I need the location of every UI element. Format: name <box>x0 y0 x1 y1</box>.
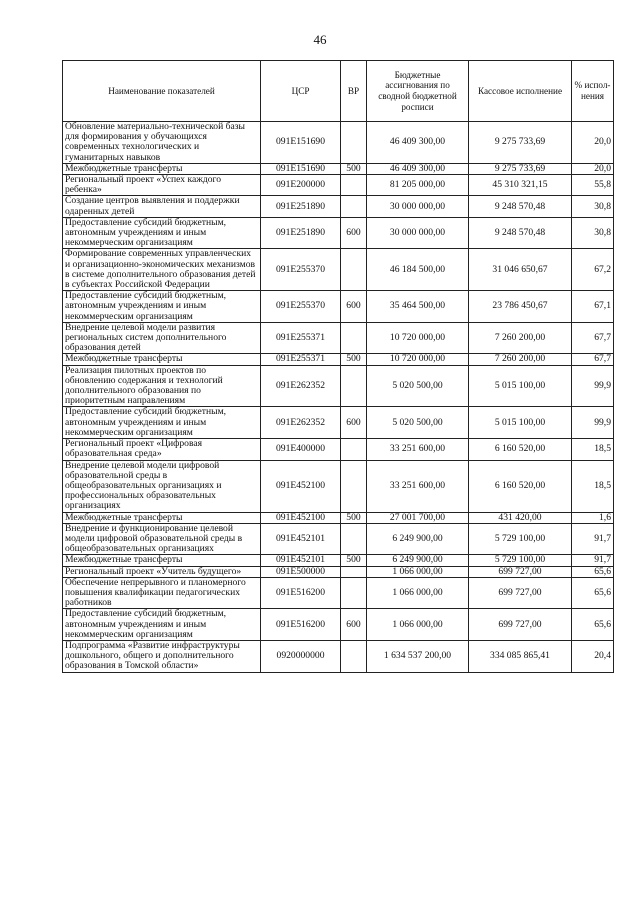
header-vr: ВР <box>341 61 367 122</box>
row-vr: 500 <box>341 512 367 523</box>
row-assignment: 33 251 600,00 <box>367 460 469 512</box>
header-name: Наименование показателей <box>63 61 261 122</box>
row-cash-execution: 45 310 321,15 <box>469 175 572 196</box>
row-assignment: 5 020 500,00 <box>367 407 469 439</box>
row-vr: 500 <box>341 555 367 566</box>
row-csr: 091E200000 <box>261 175 341 196</box>
row-name: Обеспечение непрерывного и планомерного повышения квалификации педагогических работников <box>63 577 261 609</box>
row-cash-execution: 334 085 865,41 <box>469 640 572 672</box>
row-assignment: 35 464 500,00 <box>367 291 469 323</box>
row-cash-execution: 9 275 733,69 <box>469 163 572 174</box>
row-name: Межбюджетные трансферты <box>63 163 261 174</box>
row-name: Внедрение целевой модели цифровой образовательной среды в общеобразовательных организациях и профессиональных образовательных организациях <box>63 460 261 512</box>
row-assignment: 46 409 300,00 <box>367 122 469 164</box>
row-name: Межбюджетные трансферты <box>63 555 261 566</box>
row-percent: 55,8 <box>572 175 614 196</box>
row-percent: 99,9 <box>572 407 614 439</box>
row-vr: 600 <box>341 291 367 323</box>
row-name: Региональный проект «Успех каждого ребенка» <box>63 175 261 196</box>
header-pct: % испол-нения <box>572 61 614 122</box>
row-vr: 500 <box>341 163 367 174</box>
row-percent: 20,0 <box>572 163 614 174</box>
table-row <box>63 365 614 407</box>
table-row <box>63 322 614 354</box>
row-cash-execution: 5 015 100,00 <box>469 365 572 407</box>
table-row <box>63 439 614 460</box>
table-row <box>63 555 614 566</box>
row-csr: 091E452101 <box>261 555 341 566</box>
row-percent: 67,7 <box>572 354 614 365</box>
row-vr <box>341 322 367 354</box>
row-name: Региональный проект «Учитель будущего» <box>63 566 261 577</box>
row-percent: 30,8 <box>572 196 614 217</box>
row-cash-execution: 23 786 450,67 <box>469 291 572 323</box>
header-cash: Кассовое исполнение <box>469 61 572 122</box>
row-cash-execution: 431 420,00 <box>469 512 572 523</box>
page-number: 46 <box>313 32 327 47</box>
row-csr: 091E151690 <box>261 163 341 174</box>
row-cash-execution: 5 729 100,00 <box>469 523 572 555</box>
row-csr: 091E516200 <box>261 609 341 641</box>
row-assignment: 6 249 900,00 <box>367 523 469 555</box>
row-assignment: 6 249 900,00 <box>367 555 469 566</box>
row-csr: 091E255371 <box>261 322 341 354</box>
row-assignment: 1 634 537 200,00 <box>367 640 469 672</box>
table-row <box>63 577 614 609</box>
row-percent: 20,4 <box>572 640 614 672</box>
table-row <box>63 163 614 174</box>
row-csr: 091E255370 <box>261 249 341 291</box>
row-percent: 65,6 <box>572 609 614 641</box>
row-cash-execution: 9 248 570,48 <box>469 217 572 249</box>
row-name: Межбюджетные трансферты <box>63 354 261 365</box>
row-csr: 091E452100 <box>261 512 341 523</box>
row-assignment: 5 020 500,00 <box>367 365 469 407</box>
table-row <box>63 196 614 217</box>
row-assignment: 10 720 000,00 <box>367 322 469 354</box>
row-csr: 091E400000 <box>261 439 341 460</box>
table-row <box>63 249 614 291</box>
row-assignment: 10 720 000,00 <box>367 354 469 365</box>
row-vr: 600 <box>341 407 367 439</box>
row-assignment: 30 000 000,00 <box>367 217 469 249</box>
row-csr: 091E255371 <box>261 354 341 365</box>
row-percent: 65,6 <box>572 566 614 577</box>
row-percent: 18,5 <box>572 439 614 460</box>
row-cash-execution: 5 729 100,00 <box>469 555 572 566</box>
row-csr: 0920000000 <box>261 640 341 672</box>
row-cash-execution: 9 248 570,48 <box>469 196 572 217</box>
row-name: Подпрограмма «Развитие инфраструктуры дошкольного, общего и дополнительного образования в Томской области» <box>63 640 261 672</box>
row-csr: 091E452100 <box>261 460 341 512</box>
row-assignment: 46 184 500,00 <box>367 249 469 291</box>
row-cash-execution: 9 275 733,69 <box>469 122 572 164</box>
table-row <box>63 609 614 641</box>
row-name: Предоставление субсидий бюджетным, автономным учреждениям и иным некоммерческим организациям <box>63 217 261 249</box>
row-name: Предоставление субсидий бюджетным, автономным учреждениям и иным некоммерческим организациям <box>63 291 261 323</box>
table-row <box>63 640 614 672</box>
row-cash-execution: 699 727,00 <box>469 566 572 577</box>
table-row <box>63 460 614 512</box>
row-percent: 18,5 <box>572 460 614 512</box>
row-name: Предоставление субсидий бюджетным, автономным учреждениям и иным некоммерческим организациям <box>63 407 261 439</box>
row-assignment: 46 409 300,00 <box>367 163 469 174</box>
row-cash-execution: 6 160 520,00 <box>469 439 572 460</box>
row-name: Реализация пилотных проектов по обновлению содержания и технологий дополнительного образования по приоритетным направлениям <box>63 365 261 407</box>
row-vr <box>341 175 367 196</box>
row-name: Межбюджетные трансферты <box>63 512 261 523</box>
row-cash-execution: 699 727,00 <box>469 577 572 609</box>
row-csr: 091E516200 <box>261 577 341 609</box>
row-assignment: 27 001 700,00 <box>367 512 469 523</box>
table-row <box>63 523 614 555</box>
row-cash-execution: 7 260 200,00 <box>469 354 572 365</box>
row-percent: 1,6 <box>572 512 614 523</box>
row-percent: 91,7 <box>572 523 614 555</box>
row-assignment: 1 066 000,00 <box>367 577 469 609</box>
table-row <box>63 354 614 365</box>
row-cash-execution: 5 015 100,00 <box>469 407 572 439</box>
row-vr <box>341 577 367 609</box>
table-row <box>63 122 614 164</box>
row-assignment: 81 205 000,00 <box>367 175 469 196</box>
row-csr: 091E251890 <box>261 196 341 217</box>
table-row <box>63 407 614 439</box>
row-csr: 091E452101 <box>261 523 341 555</box>
row-name: Внедрение целевой модели развития региональных систем дополнительного образования детей <box>63 322 261 354</box>
row-csr: 091E262352 <box>261 407 341 439</box>
table-row <box>63 175 614 196</box>
row-csr: 091E151690 <box>261 122 341 164</box>
row-percent: 30,8 <box>572 217 614 249</box>
row-vr <box>341 365 367 407</box>
row-cash-execution: 6 160 520,00 <box>469 460 572 512</box>
header-csr: ЦСР <box>261 61 341 122</box>
row-csr: 091E262352 <box>261 365 341 407</box>
row-assignment: 1 066 000,00 <box>367 566 469 577</box>
row-vr <box>341 566 367 577</box>
row-name: Формирование современных управленческих и организационно-экономических механизмов в системе дополнительного образования детей в субъектах Российской Федерации <box>63 249 261 291</box>
row-vr <box>341 523 367 555</box>
table-header-row <box>63 61 614 122</box>
row-percent: 99,9 <box>572 365 614 407</box>
row-name: Обновление материально-технической базы для формирования у обучающихся современных технологических и гуманитарных навыков <box>63 122 261 164</box>
row-csr: 091E255370 <box>261 291 341 323</box>
row-name: Региональный проект «Цифровая образовательная среда» <box>63 439 261 460</box>
row-vr: 500 <box>341 354 367 365</box>
row-csr: 091E500000 <box>261 566 341 577</box>
row-percent: 91,7 <box>572 555 614 566</box>
row-cash-execution: 699 727,00 <box>469 609 572 641</box>
row-vr: 600 <box>341 217 367 249</box>
table-row <box>63 217 614 249</box>
row-cash-execution: 7 260 200,00 <box>469 322 572 354</box>
header-assign: Бюджетные ассигнования по сводной бюджетной росписи <box>367 61 469 122</box>
budget-execution-table <box>62 60 614 673</box>
row-vr <box>341 122 367 164</box>
row-percent: 67,7 <box>572 322 614 354</box>
row-percent: 65,6 <box>572 577 614 609</box>
row-vr: 600 <box>341 609 367 641</box>
row-cash-execution: 31 046 650,67 <box>469 249 572 291</box>
row-vr <box>341 640 367 672</box>
row-vr <box>341 196 367 217</box>
row-vr <box>341 249 367 291</box>
row-assignment: 1 066 000,00 <box>367 609 469 641</box>
table-row <box>63 291 614 323</box>
row-name: Внедрение и функционирование целевой модели цифровой образовательной среды в общеобразовательных организациях <box>63 523 261 555</box>
row-assignment: 30 000 000,00 <box>367 196 469 217</box>
row-assignment: 33 251 600,00 <box>367 439 469 460</box>
row-name: Создание центров выявления и поддержки одаренных детей <box>63 196 261 217</box>
table-row <box>63 566 614 577</box>
table-body <box>63 122 614 673</box>
row-percent: 67,1 <box>572 291 614 323</box>
row-name: Предоставление субсидий бюджетным, автономным учреждениям и иным некоммерческим организациям <box>63 609 261 641</box>
row-percent: 67,2 <box>572 249 614 291</box>
table-row <box>63 512 614 523</box>
row-vr <box>341 439 367 460</box>
row-percent: 20,0 <box>572 122 614 164</box>
row-vr <box>341 460 367 512</box>
row-csr: 091E251890 <box>261 217 341 249</box>
